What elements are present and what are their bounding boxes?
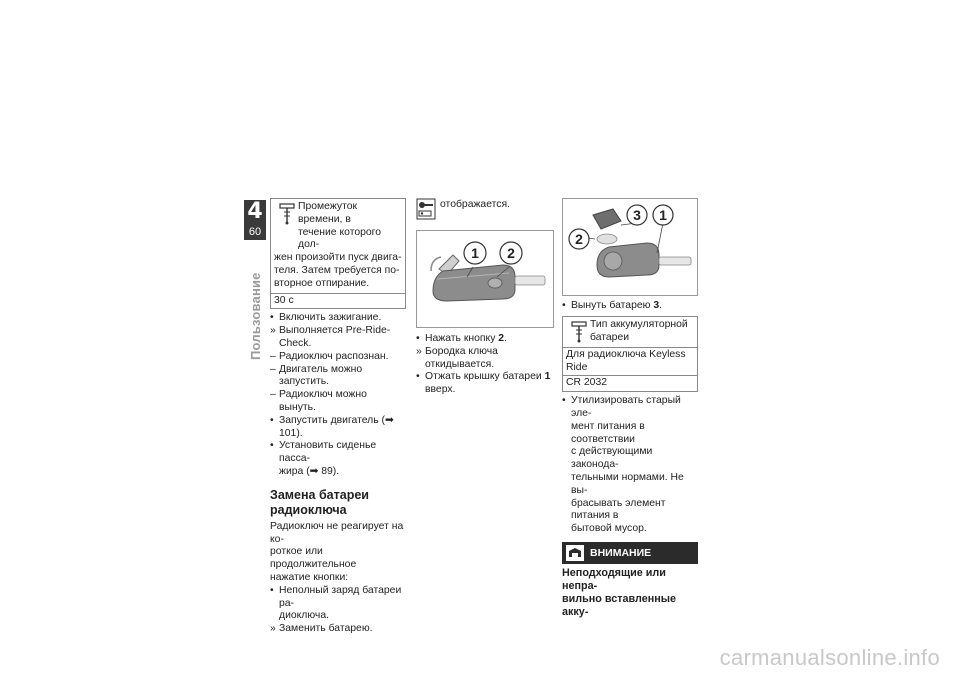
list-item: • Запустить двигатель (➡ 101).	[270, 414, 394, 439]
list-item-continued: бытовой мусор.	[571, 523, 647, 535]
list-item: – Радиоключ распознан.	[270, 350, 389, 362]
paragraph: Радиоключ не реагирует на ко- роткое или продолжительное нажатие кнопки:	[270, 520, 404, 583]
spec-row-2: CR 2032	[563, 375, 697, 391]
list-item: » Бородка ключа откидывается.	[416, 345, 498, 370]
column-1	[270, 198, 406, 636]
tool-icon	[279, 203, 295, 225]
display-text: отображается.	[440, 199, 510, 210]
list-item-continued: диоключа.	[279, 610, 330, 622]
list-item: • Неполный заряд батареи ра-	[270, 584, 402, 609]
list-item-continued: мент питания в соответствии	[571, 420, 645, 445]
figure-label-2: 2	[507, 245, 515, 261]
list-item: • Утилизировать старый эле-	[562, 395, 681, 419]
list-item: • Установить сиденье пасса-	[270, 440, 377, 465]
column-2	[416, 198, 554, 397]
note-line-3: жен произойти пуск двига-	[274, 252, 402, 264]
figure-label-1: 1	[659, 207, 667, 223]
list-item-continued: брасывать элемент питания в	[571, 497, 666, 522]
time-note-box	[270, 198, 406, 309]
list-item: • Вынуть батарею 3.	[562, 300, 662, 311]
list-item: » Заменить батарею.	[270, 623, 373, 635]
section-title: Пользование	[248, 272, 263, 360]
list-item: • Включить зажигание.	[270, 312, 382, 324]
list-item-continued: жира (➡ 89).	[279, 465, 340, 477]
tool-icon	[571, 321, 587, 343]
note-line-1: Промежуток времени, в	[298, 201, 358, 225]
key-figure-2	[562, 198, 698, 296]
list-item: • Нажать кнопку 2.	[416, 333, 507, 344]
section-heading: Замена батареи радиоключа	[270, 487, 369, 517]
warning-banner	[562, 542, 698, 564]
note-line-4: теля. Затем требуется по-	[274, 264, 400, 276]
watermark: carmanualsonline.info	[719, 645, 940, 670]
spec-row-1: Для радиоключа Keyless Ride	[563, 347, 697, 376]
battery-spec-box	[562, 316, 698, 392]
list-item: » Выполняется Pre-Ride-Check.	[270, 325, 391, 349]
figure-label-3: 3	[633, 207, 641, 223]
spec-line-1: Тип аккумуляторной	[590, 318, 688, 330]
list-item-continued: с действующими законода-	[571, 446, 653, 471]
key-figure-1	[416, 230, 554, 328]
list-item: • Отжать крышку батареи 1	[416, 371, 551, 383]
note-value: 30 с	[271, 293, 405, 309]
list-item-continued: вверх.	[425, 384, 456, 396]
list-item: – Двигатель можно запустить.	[270, 363, 363, 388]
page-number: 60	[248, 226, 262, 238]
warning-icon	[566, 545, 584, 561]
figure-label-1: 1	[471, 245, 479, 261]
note-line-5: вторное отпирание.	[274, 277, 370, 289]
warning-label: ВНИМАНИЕ	[590, 546, 652, 559]
note-line-2: течение которого дол-	[298, 226, 382, 251]
column-3	[562, 198, 698, 619]
key-display-icon	[416, 198, 436, 220]
warning-title: Неподходящие или непра- вильно вставленные акку-	[562, 566, 677, 618]
list-item: – Радиоключ можно вынуть.	[270, 389, 367, 413]
spec-line-2: батареи	[590, 331, 630, 343]
chapter-number: 4	[247, 199, 263, 224]
figure-label-2: 2	[575, 231, 583, 247]
list-item-continued: тельными нормами. Не вы-	[571, 471, 684, 496]
